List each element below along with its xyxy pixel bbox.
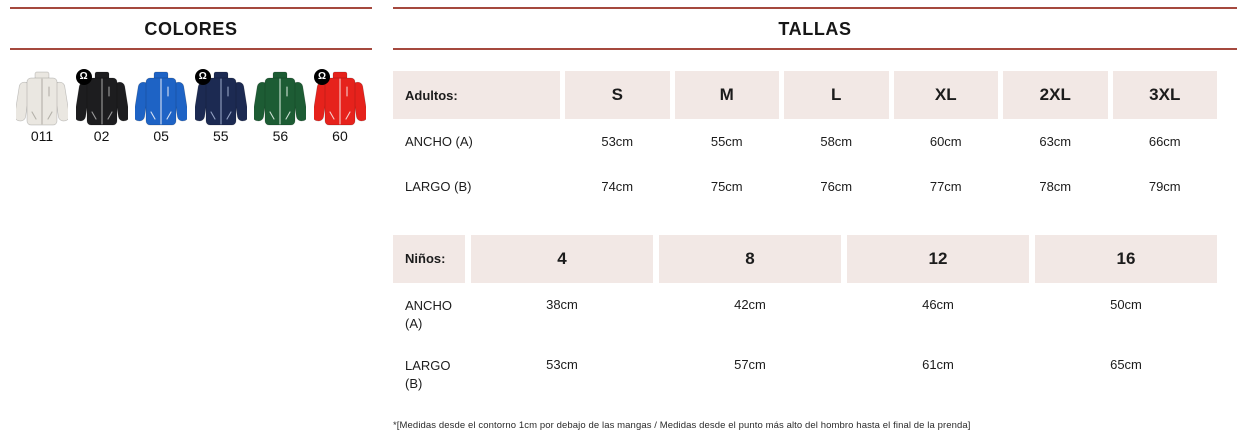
color-swatch-05[interactable] bbox=[133, 71, 189, 144]
measurement-value: 60cm bbox=[929, 134, 962, 149]
colors-section bbox=[10, 0, 372, 144]
divider-line bbox=[10, 48, 372, 50]
row-label: ANCHO (A) bbox=[405, 298, 452, 331]
adults-size-header: L bbox=[784, 71, 889, 119]
color-swatch-02[interactable] bbox=[74, 71, 130, 144]
row-label: LARGO (B) bbox=[405, 179, 472, 194]
kids-size-header: 16 bbox=[1035, 235, 1217, 283]
measurement-value: 74cm bbox=[601, 179, 634, 194]
color-swatch-55[interactable] bbox=[193, 71, 249, 144]
measurement-value: 77cm bbox=[929, 179, 962, 194]
adults-size-header: 2XL bbox=[1003, 71, 1108, 119]
measurement-value: 57cm bbox=[734, 357, 766, 372]
adults-size-header: S bbox=[565, 71, 670, 119]
color-swatch-56[interactable] bbox=[252, 71, 308, 144]
kids-width-row bbox=[393, 283, 1217, 343]
womens-fit-badge-icon: Ω bbox=[76, 69, 92, 85]
measurement-value: 76cm bbox=[820, 179, 853, 194]
measurement-value: 75cm bbox=[710, 179, 743, 194]
colors-title: COLORES bbox=[144, 19, 238, 39]
adults-label: Adultos: bbox=[393, 71, 560, 119]
womens-fit-badge-icon: Ω bbox=[314, 69, 330, 85]
measurement-value: 38cm bbox=[546, 297, 578, 312]
measurement-value: 55cm bbox=[710, 134, 743, 149]
measurement-value: 53cm bbox=[601, 134, 634, 149]
measurement-value: 46cm bbox=[922, 297, 954, 312]
color-code-label: 55 bbox=[212, 128, 229, 144]
color-code-label: 011 bbox=[30, 128, 54, 144]
measurement-value: 78cm bbox=[1039, 179, 1072, 194]
kids-label: Niños: bbox=[393, 235, 465, 283]
jacket-thumbnail-56 bbox=[254, 71, 306, 127]
row-label: ANCHO (A) bbox=[405, 134, 473, 149]
kids-length-row bbox=[393, 343, 1217, 403]
jacket-thumbnail-011 bbox=[16, 71, 68, 127]
measurement-value: 61cm bbox=[922, 357, 954, 372]
color-code-label: 02 bbox=[93, 128, 110, 144]
color-code-label: 60 bbox=[332, 128, 348, 144]
measurement-value: 65cm bbox=[1110, 357, 1142, 372]
adults-length-row bbox=[393, 164, 1217, 209]
kids-size-header: 4 bbox=[471, 235, 653, 283]
adults-size-header: M bbox=[675, 71, 780, 119]
measurement-value: 58cm bbox=[820, 134, 853, 149]
row-label: LARGO (B) bbox=[405, 358, 451, 391]
sizes-section bbox=[393, 0, 1237, 431]
sizes-title: TALLAS bbox=[778, 19, 852, 39]
kids-header-row bbox=[393, 235, 1217, 283]
adults-size-header: 3XL bbox=[1113, 71, 1218, 119]
color-code-label: 05 bbox=[153, 128, 169, 144]
kids-size-header: 8 bbox=[659, 235, 841, 283]
womens-fit-badge-icon: Ω bbox=[195, 69, 211, 85]
jacket-thumbnail-05 bbox=[135, 71, 187, 127]
color-swatch-011[interactable] bbox=[14, 71, 70, 144]
adults-width-row bbox=[393, 119, 1217, 164]
color-swatch-60[interactable] bbox=[312, 71, 368, 144]
measurement-value: 42cm bbox=[734, 297, 766, 312]
measurement-value: 50cm bbox=[1110, 297, 1142, 312]
measurement-value: 63cm bbox=[1039, 134, 1072, 149]
adults-size-table bbox=[393, 71, 1217, 209]
kids-size-header: 12 bbox=[847, 235, 1029, 283]
measurement-value: 79cm bbox=[1148, 179, 1181, 194]
color-code-label: 56 bbox=[272, 128, 289, 144]
kids-size-table bbox=[393, 235, 1217, 403]
adults-size-header: XL bbox=[894, 71, 999, 119]
divider-line bbox=[393, 48, 1237, 50]
measurement-value: 66cm bbox=[1148, 134, 1181, 149]
color-swatch-row bbox=[10, 71, 372, 144]
adults-header-row bbox=[393, 71, 1217, 119]
measurement-value: 53cm bbox=[546, 357, 578, 372]
measurement-footnote: *[Medidas desde el contorno 1cm por debajo de las mangas / Medidas desde el punto más alto del hombro hasta el final de la prenda] bbox=[393, 420, 971, 431]
